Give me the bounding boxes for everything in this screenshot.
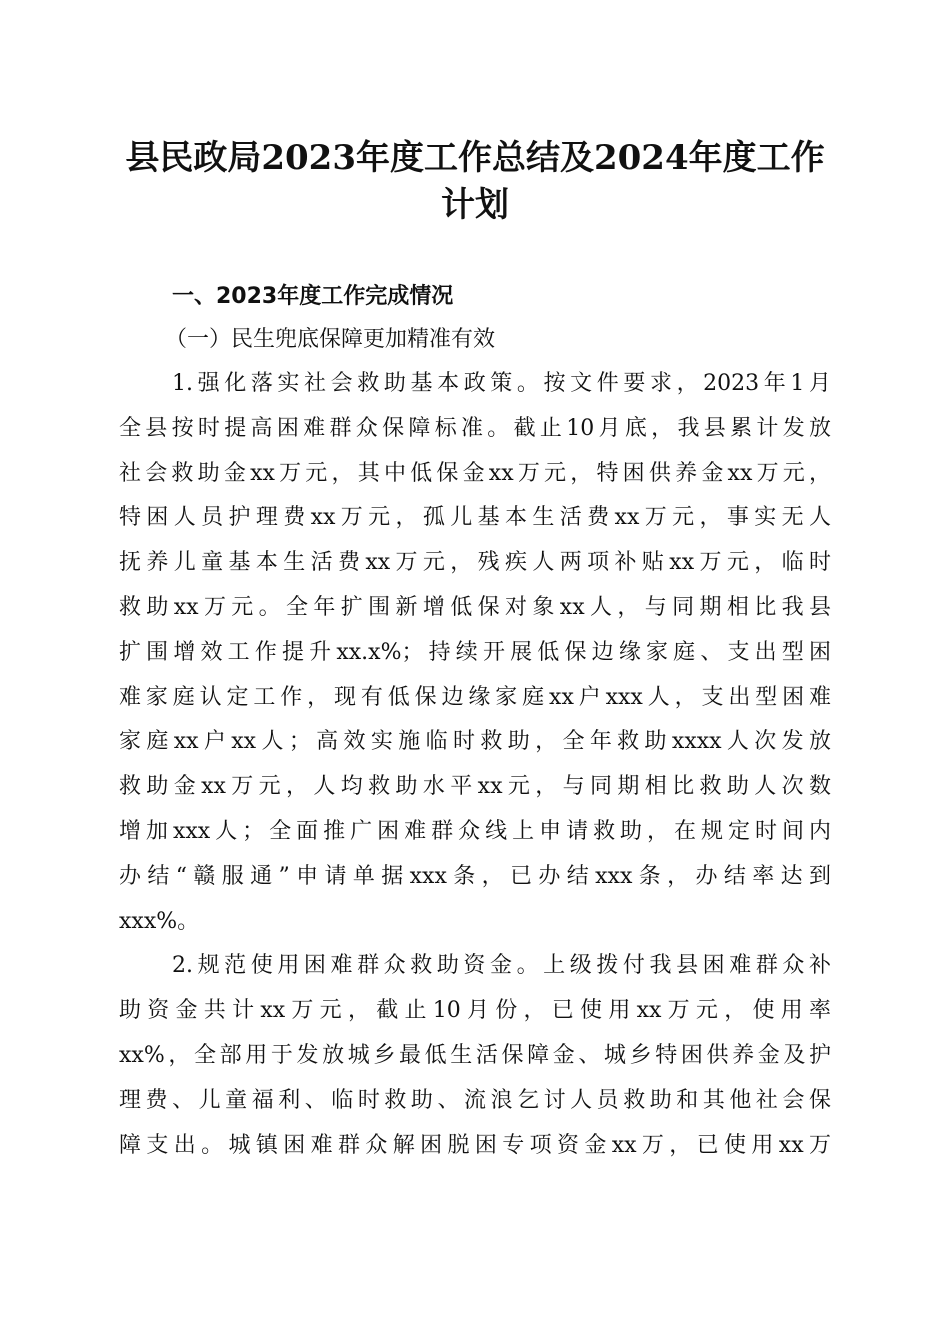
subsection-heading: （一）民生兜底保障更加精准有效	[165, 327, 496, 352]
paragraph-line: 障支出。城镇困难群众解困脱困专项资金xx万，已使用xx万	[119, 1132, 831, 1158]
paragraph-line: 扩围增效工作提升xx.x%；持续开展低保边缘家庭、支出型困	[119, 639, 831, 665]
paragraph-line: 办结“赣服通”申请单据xxx条，已办结xxx条，办结率达到	[119, 863, 831, 889]
document-title-line-1: 县民政局2023年度工作总结及2024年度工作	[125, 138, 825, 178]
paragraph-line: 抚养儿童基本生活费xx万元，残疾人两项补贴xx万元，临时	[119, 550, 831, 576]
paragraph-line: xx%，全部用于发放城乡最低生活保障金、城乡特困供养金及护	[119, 1043, 831, 1068]
paragraph-line: 特困人员护理费xx万元，孤儿基本生活费xx万元，事实无人	[119, 505, 831, 531]
paragraph-line: 救助金xx万元，人均救助水平xx元，与同期相比救助人次数	[119, 774, 831, 800]
paragraph-line: 1.强化落实社会救助基本政策。按文件要求，2023年1月	[172, 371, 831, 396]
paragraph-line: 全县按时提高困难群众保障标准。截止10月底，我县累计发放	[119, 415, 831, 441]
document-title-line-2: 计划	[441, 185, 509, 225]
paragraph-line: 2.规范使用困难群众救助资金。上级拨付我县困难群众补	[172, 953, 831, 979]
paragraph-line: 理费、儿童福利、临时救助、流浪乞讨人员救助和其他社会保	[119, 1087, 831, 1113]
paragraph-line: 助资金共计xx万元，截止10月份，已使用xx万元，使用率	[119, 998, 831, 1024]
paragraph-line: 家庭xx户xx人；高效实施临时救助，全年救助xxxx人次发放	[119, 729, 831, 755]
section-heading: 一、2023年度工作完成情况	[172, 284, 454, 309]
paragraph-line: 救助xx万元。全年扩围新增低保对象xx人，与同期相比我县	[119, 595, 831, 620]
paragraph-line: 增加xxx人；全面推广困难群众线上申请救助，在规定时间内	[119, 819, 831, 844]
paragraph-line: 社会救助金xx万元，其中低保金xx万元，特困供养金xx万元，	[119, 460, 831, 486]
paragraph-line: 难家庭认定工作，现有低保边缘家庭xx户xxx人，支出型困难	[119, 684, 831, 710]
paragraph-line: xxx%。	[119, 908, 200, 934]
